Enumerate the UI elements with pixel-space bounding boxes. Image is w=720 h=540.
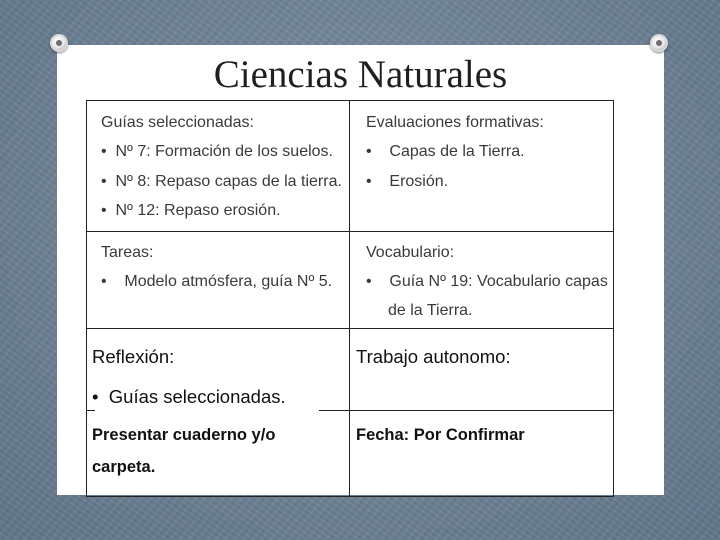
evaluaciones-heading: Evaluaciones formativas: [366,114,544,131]
divider [87,231,613,232]
trabajo-heading: Trabajo autonomo: [356,346,511,367]
guias-heading: Guías seleccionadas: [101,114,254,131]
vocabulario-item-text: Guía Nº 19: Vocabulario capas [389,273,608,290]
divider [349,231,350,328]
divider [87,410,95,411]
evaluaciones-item-text: Erosión. [389,173,449,190]
guias-item-text: Nº 12: Repaso erosión. [115,202,281,219]
reflexion-heading: Reflexión: [92,346,175,367]
bullet: • [366,173,372,190]
divider [319,410,349,411]
bullet: • [92,386,99,407]
bullet: • [101,273,107,290]
pushpin-icon-right [650,34,670,54]
list-item [366,273,608,291]
tareas-heading: Tareas: [101,244,154,261]
list-item [101,143,333,161]
list-item [366,173,448,191]
list-item [101,173,342,191]
divider [349,328,350,496]
bullet: • [366,143,372,160]
fecha-text: Fecha: Por Confirmar [356,426,525,444]
bullet: • [101,143,107,160]
list-item [92,386,286,408]
list-item [366,143,525,161]
divider [349,410,613,411]
slide-title: Ciencias Naturales [213,53,508,96]
vocabulario-heading: Vocabulario: [366,244,455,261]
evaluaciones-item-text: Capas de la Tierra. [389,143,525,160]
guias-item-text: Nº 7: Formación de los suelos. [115,143,333,160]
vocabulario-item-continuation: de la Tierra. [388,302,473,319]
reflexion-item-text: Guías seleccionadas. [108,386,286,407]
presentar-line: carpeta. [92,458,156,476]
pushpin-icon-left [50,34,70,54]
tareas-item-text: Modelo atmósfera, guía Nº 5. [124,273,333,290]
divider [349,101,350,231]
content-table [86,100,614,497]
bullet: • [366,273,372,290]
bullet: • [101,173,107,190]
guias-item-text: Nº 8: Repaso capas de la tierra. [115,173,342,190]
list-item [101,273,332,291]
bullet: • [101,202,107,219]
list-item [101,202,281,220]
presentar-line: Presentar cuaderno y/o [92,426,276,444]
divider [87,328,613,329]
